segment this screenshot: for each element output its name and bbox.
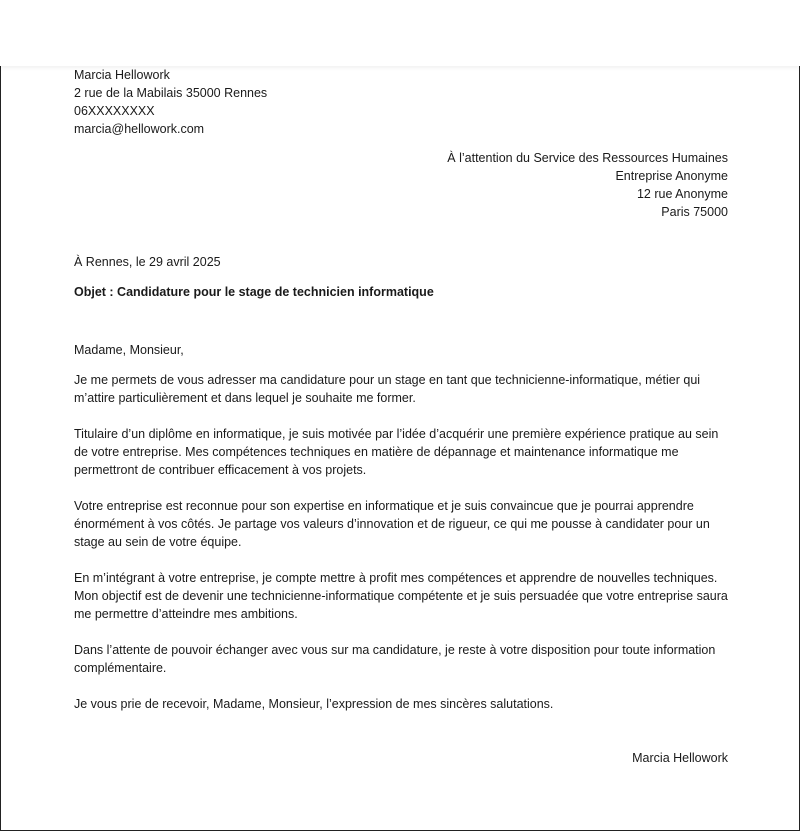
sender-email: marcia@hellowork.com — [74, 122, 205, 136]
subject-line: Objet : Candidature pour le stage de technicien informatique — [74, 285, 434, 299]
paragraph-closing: Je vous prie de recevoir, Madame, Monsieur, l’expression de mes sincères salutations. — [74, 697, 554, 711]
paragraph-intro: Je me permets de vous adresser ma candidature pour un stage en tant que technicienne-informatique, métier qui m’attire particulièrement et dans lequel je souhaite me former. — [74, 373, 701, 405]
recipient-attention: À l’attention du Service des Ressources Humaines — [447, 151, 728, 165]
salutation: Madame, Monsieur, — [74, 343, 184, 357]
recipient-company: Entreprise Anonyme — [615, 169, 728, 183]
signature: Marcia Hellowork — [632, 751, 728, 765]
recipient-block — [74, 149, 728, 221]
sender-phone: 06XXXXXXXX — [74, 104, 155, 118]
sender-block — [74, 66, 728, 138]
paragraph-company: Votre entreprise est reconnue pour son expertise en informatique et je suis convaincue que je pourrai apprendre énormément à vos côtés. Je partage vos valeurs d’innovation et de rigueur, ce qui me pousse à candidater pour un stage au sein de votre équipe. — [74, 499, 710, 549]
date-line: À Rennes, le 29 avril 2025 — [74, 255, 221, 269]
paragraph-qualifications: Titulaire d’un diplôme en informatique, je suis motivée par l’idée d’acquérir une première expérience pratique au sein de votre entreprise. Mes compétences techniques en matière de dépannage et maintenance informatique me permettront de contribuer efficacement à vos projets. — [74, 427, 719, 477]
top-bar — [0, 0, 800, 66]
sender-address: 2 rue de la Mabilais 35000 Rennes — [74, 86, 268, 100]
paragraph-goals: En m’intégrant à votre entreprise, je compte mettre à profit mes compétences et apprendre de nouvelles techniques. Mon objectif est de devenir une technicienne-informatique compétente et je suis persuadée que votre entreprise saura me permettre d’atteindre mes ambitions. — [74, 571, 728, 621]
letter-body — [74, 371, 728, 713]
sender-name: Marcia Hellowork — [74, 68, 170, 82]
recipient-street: 12 rue Anonyme — [636, 187, 728, 201]
paragraph-availability: Dans l’attente de pouvoir échanger avec vous sur ma candidature, je reste à votre disposition pour toute information complémentaire. — [74, 643, 716, 675]
letter-page — [0, 66, 800, 831]
recipient-city: Paris 75000 — [661, 205, 728, 219]
